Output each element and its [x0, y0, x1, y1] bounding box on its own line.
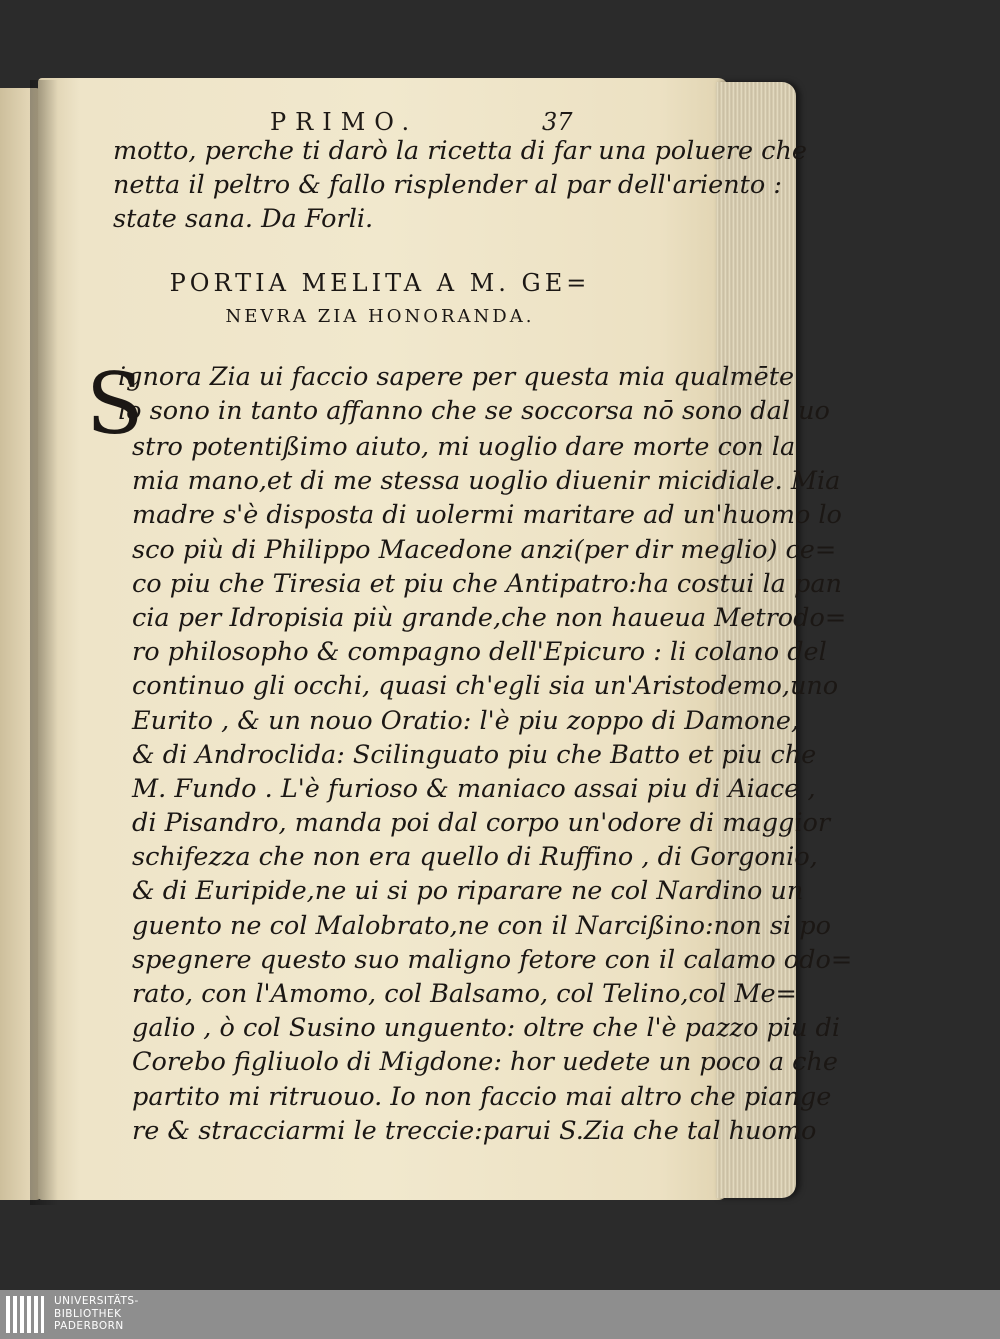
text-line: stro potentißimo aiuto, mi uoglio dare morte con la — [132, 432, 796, 462]
text-line: re & stracciarmi le treccie:parui S.Zia che tal huomo — [132, 1115, 817, 1146]
drop-cap: S — [86, 355, 144, 453]
library-footer — [0, 1290, 1000, 1339]
text-line: continuo gli occhi, quasi ch'egli sia un'Aristodemo,uno — [132, 671, 839, 702]
text-line: io sono in tanto affanno che se soccorsa nō sono dal uo — [118, 396, 830, 427]
text-line: Eurito , & un nouo Oratio: l'è piu zoppo di Damone, — [132, 705, 800, 736]
library-name — [54, 1295, 139, 1333]
library-name-line: PADERBORN — [54, 1320, 124, 1332]
text-line: cia per Idropisia più grande,che non haueua Metrodo= — [132, 602, 847, 633]
text-line: ignora Zia ui faccio sapere per questa mia qualmēte — [118, 362, 795, 392]
library-name-line: BIBLIOTHEK — [54, 1307, 122, 1320]
text-line: madre s'è disposta di uolermi maritare ad un'huomo lo — [132, 500, 842, 531]
text-line: rato, con l'Amomo, col Balsamo, col Telino,col Me= — [132, 979, 797, 1009]
text-line: partito mi ritruouo. Io non faccio mai altro che piange — [132, 1081, 832, 1112]
text-line: M. Fundo . L'è furioso & maniaco assai piu di Aiace , — [132, 773, 816, 804]
spine-shadow — [30, 80, 58, 1205]
text-line: motto, perche ti darò la ricetta di far una poluere che — [113, 136, 807, 166]
text-line: spegnere questo suo maligno fetore con il calamo odo= — [132, 944, 853, 975]
running-title: PRIMO. — [270, 108, 419, 136]
text-block-body — [132, 430, 852, 1148]
text-line: di Pisandro, manda poi dal corpo un'odore di maggior — [132, 808, 831, 839]
text-line: ro philosopho & compagno dell'Epicuro : li colano del — [132, 637, 827, 668]
text-line: & di Androclida: Scilinguato piu che Batto et piu che — [132, 739, 817, 770]
text-line: schifezza che non era quello di Ruffino , di Gorgonio, — [132, 842, 818, 873]
text-line: guento ne col Malobrato,ne con il Narcißino:non si po — [132, 910, 831, 941]
letter-heading-line-1: PORTIA MELITA A M. GE= — [169, 269, 591, 297]
text-block-top — [113, 134, 807, 237]
text-line: state sana. Da Forli. — [113, 204, 374, 235]
text-line: mia mano,et di me stessa uoglio diuenir micidiale. Mia — [132, 466, 841, 497]
letter-heading — [120, 266, 640, 334]
library-name-line: UNIVERSITÄTS- — [54, 1295, 139, 1307]
text-line: & di Euripide,ne ui si po riparare ne col Nardino un — [132, 876, 804, 907]
text-line: co piu che Tiresia et piu che Antipatro:ha costui la pan — [132, 568, 842, 599]
text-line: netta il peltro & fallo risplender al par dell'ariento : — [113, 170, 782, 201]
library-logo-icon — [6, 1296, 46, 1333]
text-line: galio , ò col Susino unguento: oltre che l'è pazzo piu di — [132, 1013, 841, 1044]
text-line: Corebo figliuolo di Migdone: hor uedete un poco a che — [132, 1047, 838, 1078]
page-number: 37 — [542, 108, 573, 136]
text-line: sco più di Philippo Macedone anzi(per dir meglio) ce= — [132, 534, 837, 565]
letter-heading-line-2: NEVRA ZIA HONORANDA. — [225, 306, 535, 327]
text-block-dropcap — [118, 360, 830, 428]
